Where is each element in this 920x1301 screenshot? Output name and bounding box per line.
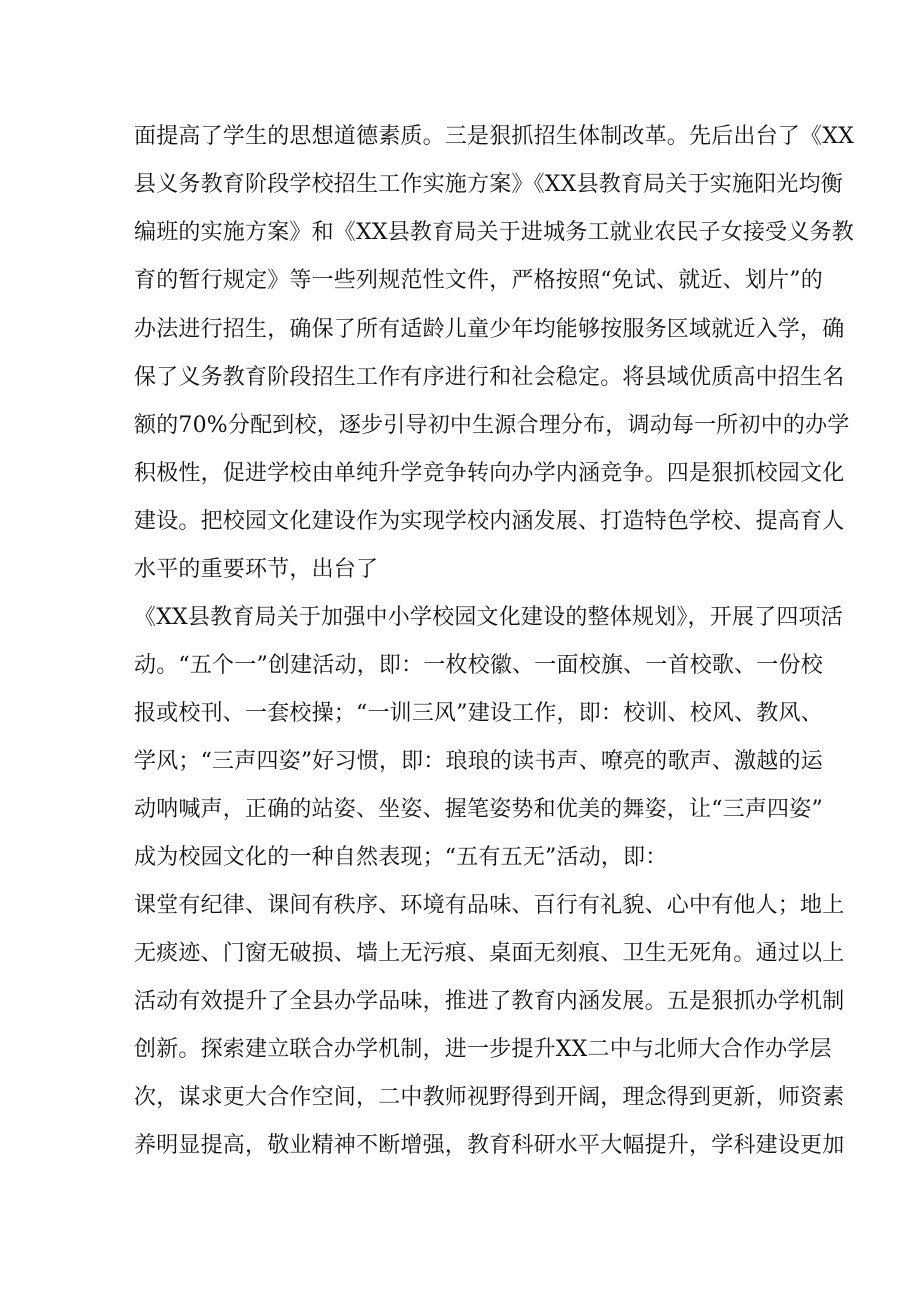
text-line-21: 次，谋求更大合作空间，二中教师视野得到开阔，理念得到更新，师资素	[134, 1085, 845, 1110]
text-line-8: 积极性，促进学校由单纯升学竞争转向办学内涵竞争。四是狠抓校园文化	[134, 461, 845, 486]
text-line-16: 成为校园文化的一种自然表现；“五有五无”活动，即：	[134, 845, 668, 870]
text-line-2: 县义务教育阶段学校招生工作实施方案》《XX县教育局关于实施阳光均衡	[134, 172, 843, 197]
text-line-11: 《XX县教育局关于加强中小学校园文化建设的整体规划》，开展了四项活	[134, 605, 843, 630]
text-line-22: 养明显提高，敬业精神不断增强，教育科研水平大幅提升，学科建设更加	[134, 1133, 845, 1158]
text-line-15: 动呐喊声，正确的站姿、坐姿、握笔姿势和优美的舞姿，让“三声四姿”	[134, 797, 823, 822]
text-line-6: 保了义务教育阶段招生工作有序进行和社会稳定。将县域优质高中招生名	[134, 365, 845, 390]
text-line-9: 建设。把校园文化建设作为实现学校内涵发展、打造特色学校、提高育人	[134, 509, 845, 534]
text-line-3: 编班的实施方案》和《XX县教育局关于进城务工就业农民子女接受义务教	[134, 220, 854, 245]
text-line-7: 额的70%分配到校，逐步引导初中生源合理分布，调动每一所初中的办学	[134, 413, 850, 438]
text-line-12: 动。“五个一”创建活动，即：一枚校徽、一面校旗、一首校歌、一份校	[134, 653, 823, 678]
text-line-13: 报或校刊、一套校操；“一训三风”建设工作，即：校训、校风、教风、	[134, 701, 823, 726]
text-line-18: 无痰迹、门窗无破损、墙上无污痕、桌面无刻痕、卫生无死角。通过以上	[134, 941, 845, 966]
text-line-5: 办法进行招生，确保了所有适龄儿童少年均能够按服务区域就近入学，确	[134, 317, 845, 342]
text-line-4: 育的暂行规定》等一些列规范性文件，严格按照“免试、就近、划片”的	[134, 268, 823, 293]
text-line-19: 活动有效提升了全县办学品味，推进了教育内涵发展。五是狠抓办学机制	[134, 989, 845, 1014]
text-line-14: 学风；“三声四姿”好习惯，即：琅琅的读书声、嘹亮的歌声、激越的运	[134, 749, 823, 774]
text-line-20: 创新。探索建立联合办学机制，进一步提升XX二中与北师大合作办学层	[134, 1037, 832, 1062]
text-line-10: 水平的重要环节，出台了	[134, 557, 379, 582]
text-line-17: 课堂有纪律、课间有秩序、环境有品味、百行有礼貌、心中有他人；地上	[134, 893, 845, 918]
text-line-1: 面提高了学生的思想道德素质。三是狠抓招生体制改革。先后出台了《XX	[134, 124, 854, 149]
